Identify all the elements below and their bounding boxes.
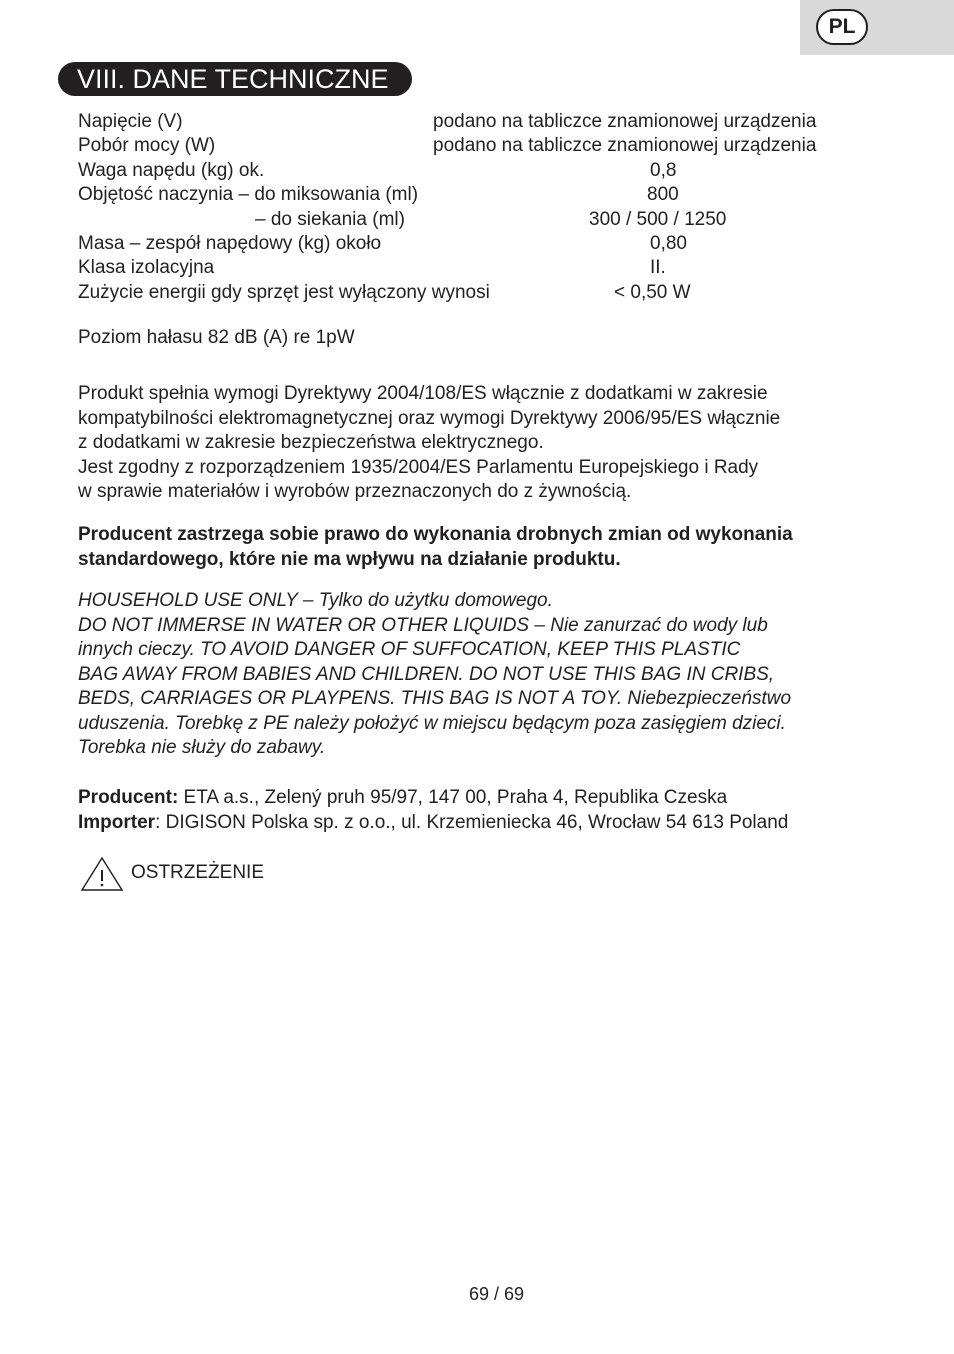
- warning-triangle-icon: [80, 856, 124, 892]
- section-title: VIII. DANE TECHNICZNE: [58, 62, 412, 96]
- spec-value: 800: [647, 184, 679, 205]
- spec-label: Pobór mocy (W): [78, 135, 216, 156]
- spec-row: [0, 208, 954, 232]
- spec-row: [0, 110, 954, 134]
- text-line: Torebka nie służy do zabawy.: [78, 737, 326, 758]
- text-line: Produkt spełnia wymogi Dyrektywy 2004/108/ES włącznie z dodatkami w zakresie: [78, 383, 768, 404]
- household-warning: [78, 589, 868, 761]
- spec-value: 300 / 500 / 1250: [589, 209, 727, 230]
- manufacturer-note: [78, 523, 868, 572]
- spec-value: II.: [650, 257, 666, 278]
- spec-label: Waga napędu (kg) ok.: [78, 160, 265, 181]
- noise-level: Poziom hałasu 82 dB (A) re 1pW: [78, 327, 355, 348]
- spec-label: Zużycie energii gdy sprzęt jest wyłączony wynosi: [78, 282, 490, 303]
- importer-label: Importer: [78, 811, 156, 833]
- compliance-paragraph: [78, 382, 868, 505]
- text-line: BEDS, CARRIAGES OR PLAYPENS. THIS BAG IS NOT A TOY. Niebezpieczeństwo: [78, 688, 792, 709]
- spec-row: [0, 183, 954, 207]
- page-number: 69 / 69: [468, 1284, 525, 1304]
- text-line: HOUSEHOLD USE ONLY – Tylko do użytku domowego.: [78, 590, 553, 611]
- text-line: w sprawie materiałów i wyrobów przeznaczonych do z żywnością.: [78, 481, 632, 502]
- text-line: innych cieczy. TO AVOID DANGER OF SUFFOCATION, KEEP THIS PLASTIC: [78, 639, 741, 660]
- spec-row: [0, 256, 954, 280]
- importer-line: [78, 811, 868, 836]
- importer-text: : DIGISON Polska sp. z o.o., ul. Krzemieniecka 46, Wrocław 54 613 Poland: [155, 811, 789, 833]
- spec-label: Klasa izolacyjna: [78, 257, 215, 278]
- spec-value: < 0,50 W: [614, 282, 691, 303]
- text-line: DO NOT IMMERSE IN WATER OR OTHER LIQUIDS – Nie zanurzać do wody lub: [78, 614, 768, 636]
- text-line: z dodatkami w zakresie bezpieczeństwa elektrycznego.: [78, 432, 544, 453]
- producer-text: ETA a.s., Zelený pruh 95/97, 147 00, Praha 4, Republika Czeska: [178, 787, 728, 808]
- text-line: standardowego, które nie ma wpływu na działanie produktu.: [78, 548, 621, 570]
- text-line: BAG AWAY FROM BABIES AND CHILDREN. DO NOT USE THIS BAG IN CRIBS,: [78, 663, 775, 685]
- language-badge: PL: [816, 9, 868, 45]
- spec-row: [0, 159, 954, 183]
- text-line: uduszenia. Torebkę z PE należy położyć w miejscu będącym poza zasięgiem dzieci.: [78, 712, 786, 734]
- text-line: kompatybilności elektromagnetycznej oraz wymogi Dyrektywy 2006/95/ES włącznie: [78, 407, 781, 429]
- language-tab: [800, 0, 954, 55]
- spec-value: podano na tabliczce znamionowej urządzenia: [433, 135, 817, 156]
- producer-label: Producent:: [78, 787, 179, 808]
- text-line: Jest zgodny z rozporządzeniem 1935/2004/ES Parlamentu Europejskiego i Rady: [78, 456, 759, 478]
- spec-label: Napięcie (V): [78, 111, 183, 132]
- spec-row: [0, 281, 954, 305]
- contact-block: [78, 786, 868, 835]
- spec-label: Masa – zespół napędowy (kg) około: [78, 233, 382, 254]
- warning-label: OSTRZEŻENIE: [131, 862, 265, 883]
- spec-value: 0,8: [650, 160, 677, 181]
- spec-value: podano na tabliczce znamionowej urządzenia: [433, 111, 817, 132]
- spec-value: 0,80: [650, 233, 687, 254]
- spec-label: – do siekania (ml): [255, 209, 405, 230]
- spec-row: [0, 134, 954, 158]
- producer-line: [78, 786, 868, 811]
- text-line: Producent zastrzega sobie prawo do wykonania drobnych zmian od wykonania: [78, 524, 793, 545]
- spec-row: [0, 232, 954, 256]
- spec-label: Objętość naczynia – do miksowania (ml): [78, 184, 419, 205]
